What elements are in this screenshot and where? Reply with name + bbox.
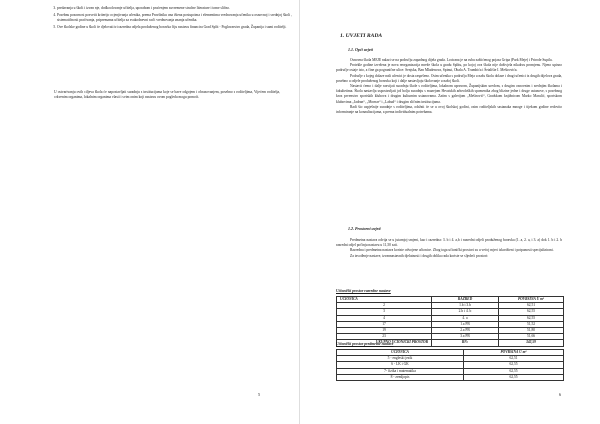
table-cell: 4. a — [432, 315, 499, 321]
table-cell: 8 - zemljopis — [337, 374, 464, 380]
column-header: POVRŠINA U m² — [499, 297, 564, 303]
goals-list — [48, 6, 292, 31]
table-cell: 6 - LK i GK — [337, 362, 464, 368]
list-item: 5. Ove školske godine u školi će djelovati tri razredna odjela produženog boravka čiju nastavu financira Grad Split - Poglavarstvo grada, Županija i sami roditelji. — [57, 25, 292, 30]
table-caption: Učionički prostor predmetne nastave — [336, 342, 394, 346]
table-cell: 51,66 — [499, 334, 564, 340]
table-cell: 62,51 — [464, 356, 564, 362]
table-cell: 2.a PB — [432, 327, 499, 333]
paragraph: Razredna i predmetna nastava koriste odvojene učionice. Zbog toga učionički prostori su u većoj mjeri iskorišteni i potpunosti specijalizirani. — [350, 248, 554, 253]
total-label: UKUPNO UČIONIČKI PROSTOR — [337, 340, 432, 346]
table-cell: 62,55 — [499, 309, 564, 315]
paragraph: Za izvođenje nastave, izvannastavnih djelatnosti i drugih oblika rada koriste se sljedeći prostori: — [350, 253, 489, 258]
section-heading: 1.2. Prostorni uvjeti — [348, 226, 381, 231]
table-cell: 3 — [337, 309, 432, 315]
table-cell: 19 — [337, 327, 432, 333]
section-body — [336, 238, 562, 259]
page-number: 6 — [559, 392, 562, 397]
table-cell: 62,55 — [499, 315, 564, 321]
table-cell: 1.b i 3.b — [432, 303, 499, 309]
table-cell: 62,51 — [499, 303, 564, 309]
paragraph: Protekle godine izvršena je nova reorganizacija mreže škola u gradu Splitu, po kojoj ova škola nije doživjela nikakvu promjenu. Njeno upisno područje ostaje isto, a čine ga pogranične ulice: Senjska, Ban Mladenova, Spinut, Obala A. Trumbića i Šetalište I. Meštrovića. — [336, 63, 562, 73]
table-row — [337, 374, 564, 380]
list-item: 4. Posebnu pozornost posvetit kriterijo ocjenjivanja učenika, prema Pravilniku ona ištena postupcima i elementima vrednovanja učenika u osnovnoj i srednjoj školi , sistematičnosti praćivanja, pripremama učitelja za svakodnevni rad i vrednovanja znanja učenika. — [57, 13, 292, 23]
paragraph: Osnovna škola MEJE nalazi se na području zapadnog dijela grada. Locirana je na rubu zaštićenog pojasa Gripa (Park Meje) i Prirode Supila. — [350, 58, 553, 62]
table-cell: 62,55 — [464, 362, 564, 368]
table-cell: 62,55 — [464, 368, 564, 374]
table-cell: 5 - engleski jezik — [337, 356, 464, 362]
list-item: 3. predavanja u školi i izvan nje, dodkoolovanje učitelja, uporabom i praćenjem suvremene stručne literature i tome slično. — [57, 6, 292, 11]
table-cell: 51,52 — [499, 321, 564, 327]
table-cell: 1.a PB — [432, 321, 499, 327]
total-value: 342,59 — [499, 340, 564, 346]
table-cell: 2.b i 4. b — [432, 309, 499, 315]
paragraph: Nastavit ćemo i dalje razvijati suradnju škole s roditeljima, lokalnom upravom, Županijskim uredom, s drugim osnovnim i srednjim školama i fakultetima. Škola nastavlja uspostavljati još bolju suradnju s muzejom Hrvatskih arheoloških spomenika zbog blizine jedne i druge ustanove, s posebnog kroz prvenstvo sportskih klubova i drugim kulturnim ustanovama. Zatim s galerijom „Meštrović“, Gradskom knjižnicom Marko Marulić, sportskom klubovima „Jadran“, „Mornar“ i „Labud“ i drugim sličnim institucijama. — [336, 84, 562, 104]
section-heading: 1.1. Opći uvjeti — [348, 47, 373, 52]
column-header: RAZRED — [432, 297, 499, 303]
table-cell: 2 — [337, 303, 432, 309]
table-cell: 17 — [337, 321, 432, 327]
total-label: RN: — [432, 340, 499, 346]
table-cell: 4 — [337, 315, 432, 321]
paragraph: Radi što uspješnije suradnje s roditeljima, održati će se u ovoj školskoj godini, osim roditeljskih sastanaka mnoge i tijekom godine redovito informiranje na konzultacijama, a prema individualnim potrebama. — [336, 104, 562, 115]
table-cell: 23 — [337, 334, 432, 340]
chapter-title: 1. UVJETI RADA — [340, 33, 383, 39]
column-header: UČIONICA — [337, 350, 464, 356]
table-caption: Učionički prostor razredne nastave — [336, 289, 391, 293]
paragraph: Predmetna nastava odvija se u jutarnjoj smjeni, kao i razredna: 3. b i 4. a,b i razredni odjeli produženog boravka (1. a, 2. a, i 3. a) dok 1. b i 2. b razredni odjel počinju nastavu u 11,50 sati. — [336, 238, 562, 248]
cooperation-paragraph: U ostvarivanju ovih ciljeva škola će napostavljati suradnju s institucijama koje se bave odgojem i obrazovanjem, posebno s roditeljima, Vijećem roditelja, crkvenim organima, lokalnim organima vlasti i svim onim koji nastavu ovom pogledu mogu pomoći. — [54, 90, 280, 100]
table-cell: 7- fizika i matematika — [337, 368, 464, 374]
subject-classroom-table — [336, 349, 564, 381]
table-cell: 3.a PB — [432, 334, 499, 340]
table-cell: 51,80 — [499, 327, 564, 333]
section-body — [336, 58, 562, 115]
classroom-table — [336, 296, 564, 347]
column-header: POVRŠINA U m² — [464, 350, 564, 356]
column-header: UČIONICA — [337, 297, 432, 303]
paragraph: Područje s kojeg dolaze naši učenici je dosta raspršeno. Osim učenika s područja Meja u našu školu dolaze i drugi učenici iz drugih dijelova grada, posebno u odjele produženog boravka koji i dalje nastavljaju školovanje u našoj školi. — [336, 73, 562, 83]
page-number: 5 — [258, 392, 261, 397]
table-cell: 62,55 — [464, 374, 564, 380]
